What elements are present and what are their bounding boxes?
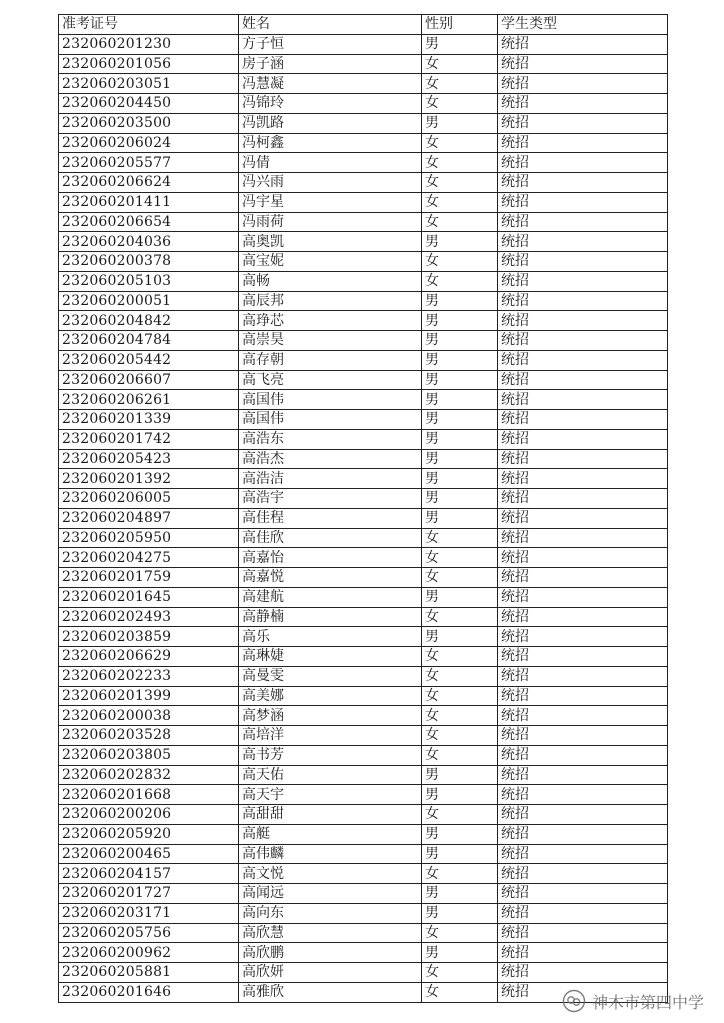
student-name-cell: 冯倩 (239, 153, 422, 173)
exam-number-cell: 232060206624 (59, 173, 239, 193)
student-type-cell: 统招 (498, 706, 668, 726)
student-type-cell: 统招 (498, 113, 668, 133)
exam-number-cell: 232060201230 (59, 34, 239, 54)
gender-cell: 女 (422, 153, 498, 173)
table-row (59, 350, 668, 370)
gender-cell: 女 (422, 706, 498, 726)
student-name-cell: 高天佑 (239, 765, 422, 785)
student-name-cell: 高飞亮 (239, 370, 422, 390)
table-row (59, 785, 668, 805)
student-type-cell: 统招 (498, 548, 668, 568)
table-row (59, 587, 668, 607)
exam-number-cell: 232060200378 (59, 252, 239, 272)
student-type-cell: 统招 (498, 489, 668, 509)
student-type-cell: 统招 (498, 864, 668, 884)
gender-cell: 女 (422, 74, 498, 94)
exam-number-cell: 232060200038 (59, 706, 239, 726)
student-name-cell: 冯兴雨 (239, 173, 422, 193)
student-name-cell: 冯锦玲 (239, 94, 422, 114)
gender-cell: 男 (422, 844, 498, 864)
exam-number-cell: 232060205423 (59, 449, 239, 469)
student-name-cell: 高浩杰 (239, 449, 422, 469)
exam-number-cell: 232060203528 (59, 726, 239, 746)
student-name-cell: 高培洋 (239, 726, 422, 746)
student-type-cell: 统招 (498, 726, 668, 746)
exam-number-cell: 232060205577 (59, 153, 239, 173)
exam-number-cell: 232060203500 (59, 113, 239, 133)
header-student-type: 学生类型 (498, 15, 668, 35)
gender-cell: 女 (422, 745, 498, 765)
student-name-cell: 高宝妮 (239, 252, 422, 272)
exam-number-cell: 232060201742 (59, 429, 239, 449)
student-type-cell: 统招 (498, 587, 668, 607)
gender-cell: 男 (422, 765, 498, 785)
student-type-cell: 统招 (498, 785, 668, 805)
table-row (59, 745, 668, 765)
exam-number-cell: 232060205920 (59, 824, 239, 844)
student-type-cell: 统招 (498, 884, 668, 904)
wechat-official-account-icon (562, 989, 586, 1013)
exam-number-cell: 232060206629 (59, 647, 239, 667)
exam-number-cell: 232060201339 (59, 410, 239, 430)
watermark (562, 989, 704, 1013)
table-row (59, 410, 668, 430)
student-name-cell: 高甜甜 (239, 805, 422, 825)
exam-number-cell: 232060206261 (59, 390, 239, 410)
student-name-cell: 高曼雯 (239, 666, 422, 686)
student-type-cell: 统招 (498, 94, 668, 114)
student-name-cell: 高乐 (239, 627, 422, 647)
student-name-cell: 高佳欣 (239, 528, 422, 548)
student-name-cell: 高畅 (239, 271, 422, 291)
student-name-cell: 高嘉怡 (239, 548, 422, 568)
student-type-cell: 统招 (498, 173, 668, 193)
student-name-cell: 高向东 (239, 903, 422, 923)
gender-cell: 女 (422, 94, 498, 114)
exam-number-cell: 232060201056 (59, 54, 239, 74)
exam-number-cell: 232060204036 (59, 232, 239, 252)
student-name-cell: 高文悦 (239, 864, 422, 884)
student-name-cell: 高琤芯 (239, 311, 422, 331)
student-type-cell: 统招 (498, 331, 668, 351)
student-type-cell: 统招 (498, 982, 668, 1002)
table-row (59, 686, 668, 706)
table-row (59, 548, 668, 568)
table-row (59, 291, 668, 311)
table-row (59, 627, 668, 647)
exam-number-cell: 232060204157 (59, 864, 239, 884)
exam-number-cell: 232060205950 (59, 528, 239, 548)
student-type-cell: 统招 (498, 765, 668, 785)
student-type-cell: 统招 (498, 350, 668, 370)
table-row (59, 706, 668, 726)
student-table-body (59, 15, 668, 1003)
student-name-cell: 高浩洁 (239, 469, 422, 489)
gender-cell: 女 (422, 212, 498, 232)
exam-number-cell: 232060202493 (59, 607, 239, 627)
student-name-cell: 高欣妍 (239, 963, 422, 983)
gender-cell: 男 (422, 429, 498, 449)
student-type-cell: 统招 (498, 805, 668, 825)
student-name-cell: 高欣慧 (239, 923, 422, 943)
student-name-cell: 高静楠 (239, 607, 422, 627)
table-row (59, 765, 668, 785)
student-type-cell: 统招 (498, 647, 668, 667)
table-row (59, 666, 668, 686)
gender-cell: 女 (422, 192, 498, 212)
table-row (59, 726, 668, 746)
student-name-cell: 高浩宇 (239, 489, 422, 509)
gender-cell: 男 (422, 884, 498, 904)
table-row (59, 370, 668, 390)
table-row (59, 844, 668, 864)
exam-number-cell: 232060200206 (59, 805, 239, 825)
student-name-cell: 高辰邦 (239, 291, 422, 311)
gender-cell: 女 (422, 963, 498, 983)
student-type-cell: 统招 (498, 232, 668, 252)
student-name-cell: 冯雨荷 (239, 212, 422, 232)
gender-cell: 男 (422, 113, 498, 133)
student-name-cell: 高浩东 (239, 429, 422, 449)
student-name-cell: 高艇 (239, 824, 422, 844)
student-name-cell: 高国伟 (239, 410, 422, 430)
student-type-cell: 统招 (498, 686, 668, 706)
student-name-cell: 高奥凯 (239, 232, 422, 252)
gender-cell: 女 (422, 173, 498, 193)
gender-cell: 女 (422, 568, 498, 588)
student-name-cell: 方子恒 (239, 34, 422, 54)
exam-number-cell: 232060203171 (59, 903, 239, 923)
student-name-cell: 高天宇 (239, 785, 422, 805)
gender-cell: 男 (422, 587, 498, 607)
student-type-cell: 统招 (498, 252, 668, 272)
gender-cell: 男 (422, 331, 498, 351)
student-type-cell: 统招 (498, 528, 668, 548)
exam-number-cell: 232060201668 (59, 785, 239, 805)
header-exam-number: 准考证号 (59, 15, 239, 35)
gender-cell: 男 (422, 489, 498, 509)
student-type-cell: 统招 (498, 192, 668, 212)
student-type-cell: 统招 (498, 903, 668, 923)
student-type-cell: 统招 (498, 311, 668, 331)
table-row (59, 508, 668, 528)
student-type-cell: 统招 (498, 153, 668, 173)
exam-number-cell: 232060204450 (59, 94, 239, 114)
exam-number-cell: 232060201392 (59, 469, 239, 489)
table-row (59, 568, 668, 588)
gender-cell: 男 (422, 291, 498, 311)
table-row (59, 94, 668, 114)
student-name-cell: 高闻远 (239, 884, 422, 904)
table-row (59, 607, 668, 627)
student-type-cell: 统招 (498, 449, 668, 469)
student-type-cell: 统招 (498, 508, 668, 528)
gender-cell: 男 (422, 627, 498, 647)
gender-cell: 女 (422, 647, 498, 667)
student-name-cell: 冯柯鑫 (239, 133, 422, 153)
student-type-cell: 统招 (498, 943, 668, 963)
exam-number-cell: 232060203051 (59, 74, 239, 94)
student-type-cell: 统招 (498, 54, 668, 74)
student-type-cell: 统招 (498, 410, 668, 430)
watermark-text: 神木市第四中学 (591, 992, 704, 1012)
gender-cell: 女 (422, 548, 498, 568)
student-type-cell: 统招 (498, 271, 668, 291)
table-row (59, 212, 668, 232)
gender-cell: 女 (422, 133, 498, 153)
gender-cell: 男 (422, 785, 498, 805)
table-row (59, 824, 668, 844)
table-row (59, 390, 668, 410)
header-gender: 性别 (422, 15, 498, 35)
gender-cell: 男 (422, 469, 498, 489)
student-type-cell: 统招 (498, 568, 668, 588)
table-row (59, 331, 668, 351)
exam-number-cell: 232060203859 (59, 627, 239, 647)
gender-cell: 男 (422, 903, 498, 923)
table-row (59, 113, 668, 133)
gender-cell: 女 (422, 864, 498, 884)
student-type-cell: 统招 (498, 74, 668, 94)
student-name-cell: 高琳婕 (239, 647, 422, 667)
student-type-cell: 统招 (498, 429, 668, 449)
student-name-cell: 冯凯路 (239, 113, 422, 133)
exam-number-cell: 232060200465 (59, 844, 239, 864)
student-type-cell: 统招 (498, 963, 668, 983)
exam-number-cell: 232060201727 (59, 884, 239, 904)
student-type-cell: 统招 (498, 666, 668, 686)
exam-number-cell: 232060201759 (59, 568, 239, 588)
exam-number-cell: 232060205103 (59, 271, 239, 291)
student-name-cell: 冯宇星 (239, 192, 422, 212)
gender-cell: 女 (422, 923, 498, 943)
table-row (59, 923, 668, 943)
gender-cell: 男 (422, 311, 498, 331)
student-type-cell: 统招 (498, 291, 668, 311)
gender-cell: 男 (422, 350, 498, 370)
gender-cell: 男 (422, 390, 498, 410)
exam-number-cell: 232060205756 (59, 923, 239, 943)
student-type-cell: 统招 (498, 469, 668, 489)
gender-cell: 女 (422, 271, 498, 291)
exam-number-cell: 232060204842 (59, 311, 239, 331)
exam-number-cell: 232060206607 (59, 370, 239, 390)
student-name-cell: 高梦涵 (239, 706, 422, 726)
gender-cell: 女 (422, 54, 498, 74)
table-row (59, 74, 668, 94)
student-list-sheet (58, 14, 667, 1003)
table-row (59, 805, 668, 825)
exam-number-cell: 232060206654 (59, 212, 239, 232)
exam-number-cell: 232060200051 (59, 291, 239, 311)
table-row (59, 903, 668, 923)
exam-number-cell: 232060206024 (59, 133, 239, 153)
gender-cell: 男 (422, 449, 498, 469)
student-type-cell: 统招 (498, 607, 668, 627)
table-row (59, 153, 668, 173)
exam-number-cell: 232060202233 (59, 666, 239, 686)
table-row (59, 429, 668, 449)
student-name-cell: 高嘉悦 (239, 568, 422, 588)
table-row (59, 864, 668, 884)
student-name-cell: 高崇昊 (239, 331, 422, 351)
table-row (59, 449, 668, 469)
table-row (59, 173, 668, 193)
exam-number-cell: 232060204275 (59, 548, 239, 568)
header-name: 姓名 (239, 15, 422, 35)
table-row (59, 252, 668, 272)
student-type-cell: 统招 (498, 627, 668, 647)
gender-cell: 女 (422, 607, 498, 627)
gender-cell: 男 (422, 943, 498, 963)
student-type-cell: 统招 (498, 745, 668, 765)
student-name-cell: 冯慧凝 (239, 74, 422, 94)
table-row (59, 232, 668, 252)
student-type-cell: 统招 (498, 133, 668, 153)
student-type-cell: 统招 (498, 34, 668, 54)
table-row (59, 647, 668, 667)
gender-cell: 女 (422, 252, 498, 272)
exam-number-cell: 232060205442 (59, 350, 239, 370)
table-row (59, 528, 668, 548)
table-row (59, 311, 668, 331)
student-name-cell: 高书芳 (239, 745, 422, 765)
student-name-cell: 高佳程 (239, 508, 422, 528)
exam-number-cell: 232060206005 (59, 489, 239, 509)
exam-number-cell: 232060203805 (59, 745, 239, 765)
table-header-row (59, 15, 668, 35)
student-name-cell: 高欣鹏 (239, 943, 422, 963)
student-name-cell: 高国伟 (239, 390, 422, 410)
student-type-cell: 统招 (498, 212, 668, 232)
table-row (59, 133, 668, 153)
table-row (59, 469, 668, 489)
exam-number-cell: 232060201411 (59, 192, 239, 212)
gender-cell: 男 (422, 824, 498, 844)
student-name-cell: 高美娜 (239, 686, 422, 706)
table-row (59, 963, 668, 983)
table-row (59, 192, 668, 212)
student-type-cell: 统招 (498, 844, 668, 864)
student-name-cell: 高存朝 (239, 350, 422, 370)
student-name-cell: 高建航 (239, 587, 422, 607)
student-name-cell: 高雅欣 (239, 982, 422, 1002)
student-type-cell: 统招 (498, 824, 668, 844)
gender-cell: 女 (422, 528, 498, 548)
table-row (59, 54, 668, 74)
exam-number-cell: 232060201646 (59, 982, 239, 1002)
student-type-cell: 统招 (498, 390, 668, 410)
gender-cell: 男 (422, 410, 498, 430)
exam-number-cell: 232060200962 (59, 943, 239, 963)
student-type-cell: 统招 (498, 370, 668, 390)
table-row (59, 489, 668, 509)
exam-number-cell: 232060201399 (59, 686, 239, 706)
student-table (58, 14, 668, 1003)
gender-cell: 女 (422, 686, 498, 706)
gender-cell: 女 (422, 726, 498, 746)
exam-number-cell: 232060202832 (59, 765, 239, 785)
student-type-cell: 统招 (498, 923, 668, 943)
gender-cell: 男 (422, 508, 498, 528)
gender-cell: 男 (422, 370, 498, 390)
exam-number-cell: 232060204897 (59, 508, 239, 528)
student-name-cell: 高伟麟 (239, 844, 422, 864)
gender-cell: 女 (422, 666, 498, 686)
gender-cell: 女 (422, 805, 498, 825)
gender-cell: 男 (422, 34, 498, 54)
exam-number-cell: 232060201645 (59, 587, 239, 607)
gender-cell: 男 (422, 232, 498, 252)
table-row (59, 271, 668, 291)
student-name-cell: 房子涵 (239, 54, 422, 74)
exam-number-cell: 232060205881 (59, 963, 239, 983)
table-row (59, 34, 668, 54)
table-row (59, 943, 668, 963)
table-row (59, 884, 668, 904)
gender-cell: 女 (422, 982, 498, 1002)
exam-number-cell: 232060204784 (59, 331, 239, 351)
